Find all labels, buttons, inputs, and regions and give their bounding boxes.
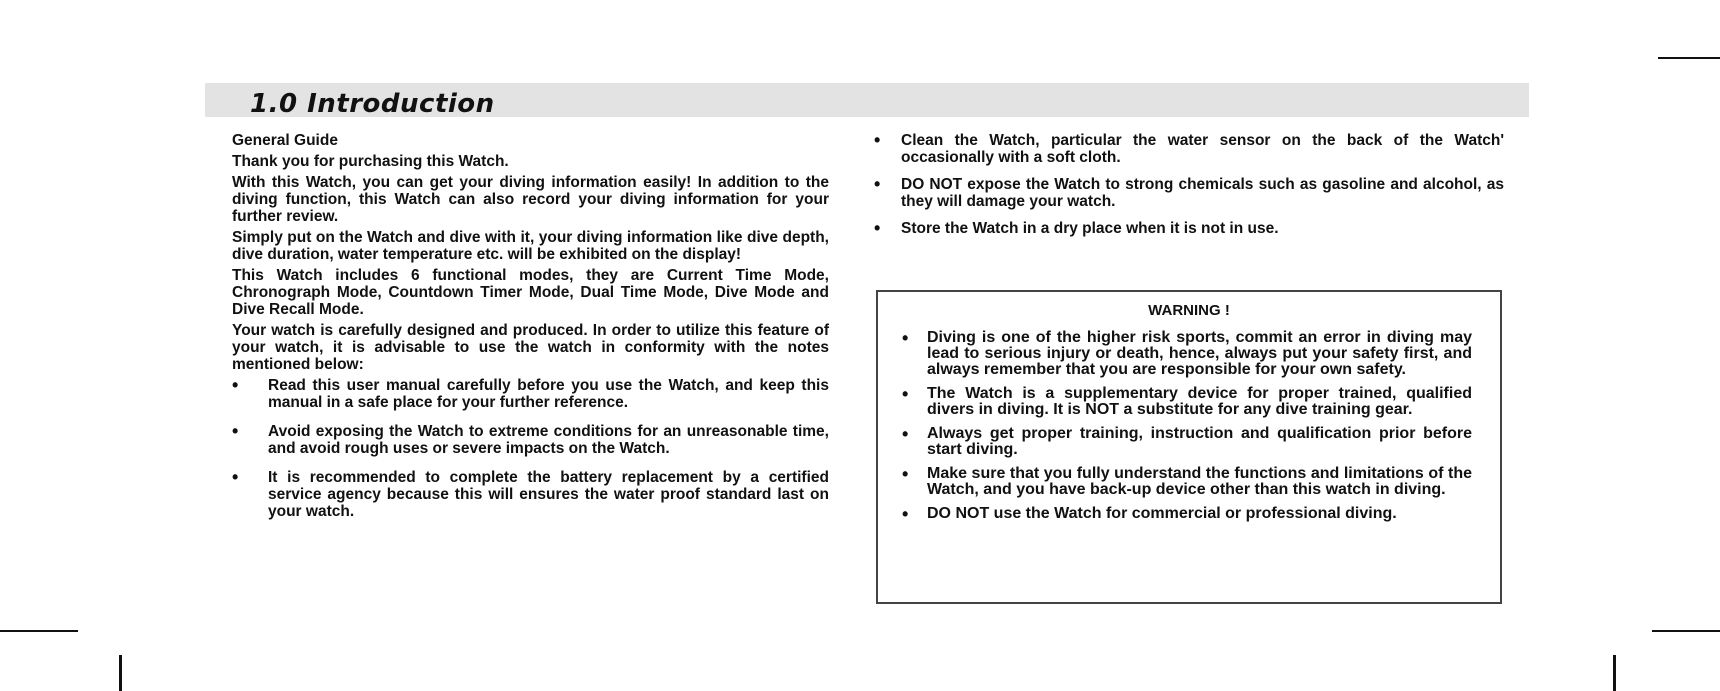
warning-item: • Diving is one of the higher risk sports, commit an error in diving may lead to serious injury or death, hence, always put your safety first, and always remember that you are responsible for your own safety. [902,330,1472,378]
crop-mark-bottom-right [1613,655,1616,691]
general-guide-heading: General Guide [232,132,338,149]
paragraph: Thank you for purchasing this Watch. [232,153,509,170]
warning-title: WARNING ! [1148,302,1230,319]
paragraph: This Watch includes 6 functional modes, they are Current Time Mode, Chronograph Mode, Countdown Timer Mode, Dual Time Mode, Dive Mode and Dive Recall Mode. [232,267,829,318]
crop-mark-left [0,630,78,632]
list-item: • DO NOT expose the Watch to strong chemicals such as gasoline and alcohol, as they will damage your watch. [874,176,1504,210]
list-item: • It is recommended to complete the battery replacement by a certified service agency because this will ensures the water proof standard last on your watch. [232,469,829,520]
paragraph: Simply put on the Watch and dive with it, your diving information like dive depth, dive duration, water temperature etc. will be exhibited on the display! [232,229,829,263]
crop-mark-top-right [1658,57,1720,59]
warning-box [876,290,1502,604]
care-list-continued [874,132,1504,237]
section-title: 1.0 Introduction [250,89,495,119]
warning-item: • Make sure that you fully understand the functions and limitations of the Watch, and you have back-up device other than this watch in diving. [902,466,1472,498]
warning-item: • Always get proper training, instruction and qualification prior before start diving. [902,426,1472,458]
paragraph: Your watch is carefully designed and produced. In order to utilize this feature of your watch, it is advisable to use the watch in conformity with the notes mentioned below: [232,322,829,373]
crop-mark-bottom-left [119,655,122,691]
warning-item: • The Watch is a supplementary device for proper trained, qualified divers in diving. It is NOT a substitute for any dive training gear. [902,386,1472,418]
list-item: • Clean the Watch, particular the water sensor on the back of the Watch' occasionally with a soft cloth. [874,132,1504,166]
list-item: • Store the Watch in a dry place when it is not in use. [874,220,1504,237]
warning-item: • DO NOT use the Watch for commercial or professional diving. [902,506,1472,522]
crop-mark-right [1652,630,1720,632]
list-item: • Avoid exposing the Watch to extreme conditions for an unreasonable time, and avoid rough uses or severe impacts on the Watch. [232,423,829,457]
care-list [232,377,829,520]
paragraph: With this Watch, you can get your diving information easily! In addition to the diving function, this Watch can also record your diving information for your further review. [232,174,829,225]
left-column [232,132,829,532]
warning-list [902,330,1472,530]
right-column [874,132,1504,247]
list-item: • Read this user manual carefully before you use the Watch, and keep this manual in a safe place for your further reference. [232,377,829,411]
